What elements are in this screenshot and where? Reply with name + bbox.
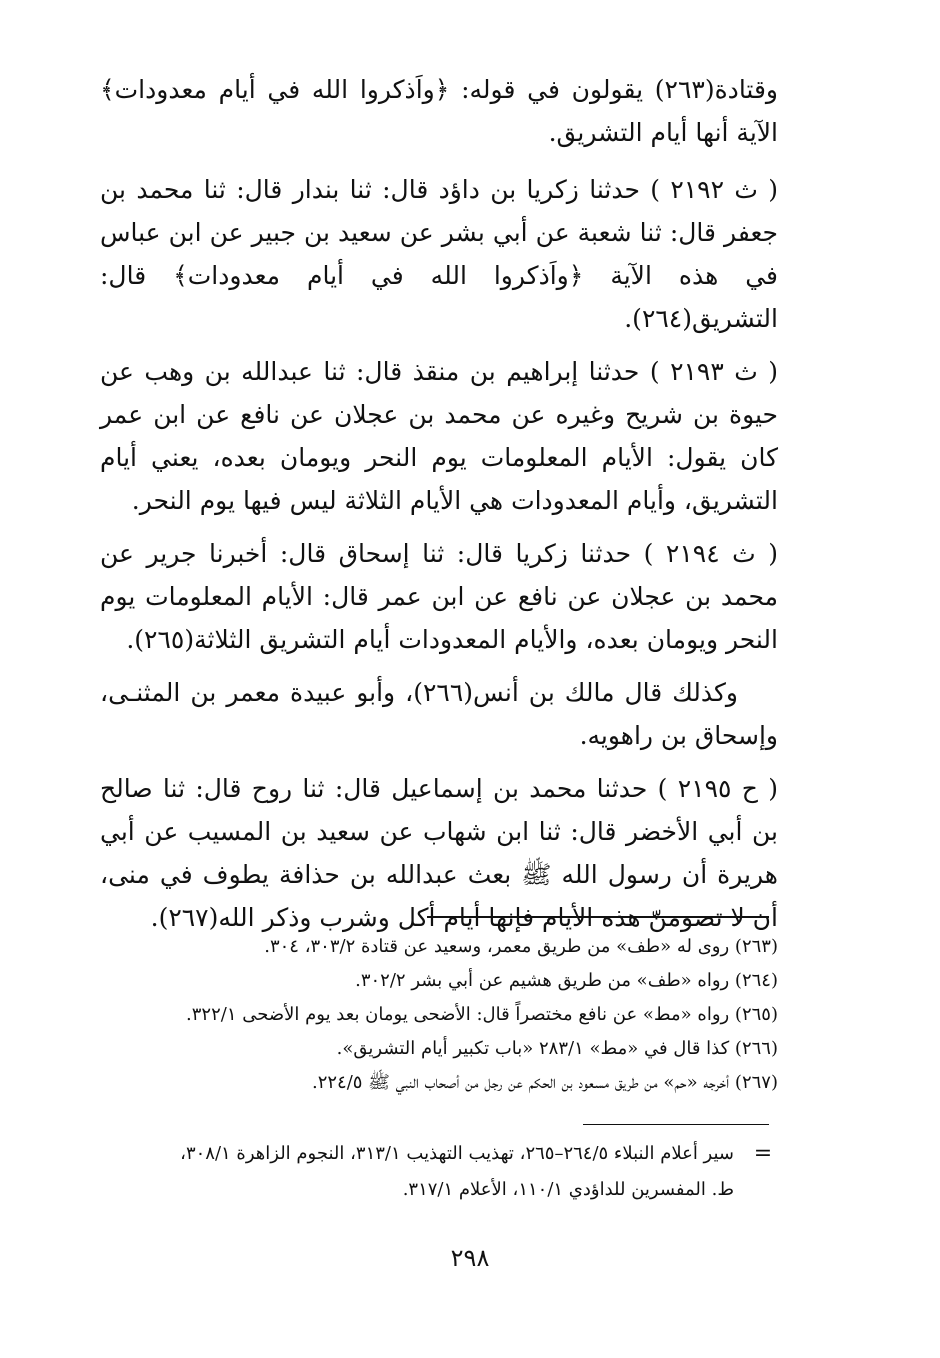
footnote-separator [427,916,769,918]
footnote-266: (٢٦٦) كذا قال في «مط» ٢٨٣/١ «باب تكبير أيام التشريق». [336,1038,778,1059]
main-body-text [100,68,778,949]
paragraph-athar-2192: ( ث ٢١٩٢ ) حدثنا زكريا بن داؤد قال: ثنا بندار قال: ثنا محمد بن جعفر قال: ثنا شعبة عن أبي بشر عن سعيد بن جبير عن ابن عباس في هذه الآية ﴿واَذكروا الله في أيام معدودات﴾ قال: التشريق(٢٦٤). [100,175,778,333]
footnotes-list [100,930,778,1100]
paragraph-athar-2194: ( ث ٢١٩٤ ) حدثنا زكريا قال: ثنا إسحاق قال: أخبرنا جرير عن محمد بن عجلان عن نافع عن ابن عمر قال: الأيام المعلومات يوم النحر ويومان بعده، والأيام المعدودات أيام التشريق الثلاثة(٢٦٥). [100,539,779,654]
paragraph-athar-2193: ( ث ٢١٩٣ ) حدثنا إبراهيم بن منقذ قال: ثنا عبدالله بن وهب عن حيوة بن شريح وغيره عن محمد بن عجلان عن نافع عن ابن عمر كان يقول: الأيام المعلومات يوم النحر ويومان بعده، يعني أيام التشريق، وأيام المعدودات هي الأيام الثلاثة ليس فيها يوم النحر. [100,357,778,515]
continuation-separator [583,1124,769,1125]
footnote-267: (٢٦٧) أخرجه «حم» من طريق مسعود بن الحكم عن رجل من أصحاب النبي ﷺ ٢٢٤/٥. [311,1072,778,1093]
footnote-263: (٢٦٣) روى له «طف» من طريق معمر، وسعيد عن قتادة ٣٠٣/٢، ٣٠٤. [264,936,778,957]
paragraph-hadith-2195: ( ح ٢١٩٥ ) حدثنا محمد بن إسماعيل قال: ثنا روح قال: ثنا صالح بن أبي الأخضر قال: ثنا ابن شهاب عن سعيد بن المسيب عن أبي هريرة أن رسول الله ﷺ بعث عبدالله بن حذافة يطوف في منى، أن لا تصومنّ هذه الأيام فإنها أيام أكل وشرب وذكر الله(٢٦٧). [100,774,778,932]
continuation-mark: = [753,1141,773,1166]
footnote-265: (٢٦٥) رواه «مط» عن نافع مختصراً قال: الأضحى يومان بعد يوم الأضحى ٣٢٢/١. [186,1004,778,1025]
paragraph-scholars: وكذلك قال مالك بن أنس(٢٦٦)، وأبو عبيدة معمر بن المثنـى، وإسحاق بن راهويه. [100,678,778,750]
continuation-line-2: ط. المفسرين للداؤدي ١١٠/١، الأعلام ٣١٧/١. [402,1179,734,1200]
footnote-continuation [100,1136,778,1208]
paragraph-intro: وقتادة(٢٦٣) يقولون في قوله: ﴿واَذكروا الله في أيام معدودات﴾ الآية أنها أيام التشريق. [100,75,778,147]
page-number: ٢٩٨ [450,1244,490,1272]
continuation-line-1: سير أعلام النبلاء ٢٦٤/٥–٢٦٥، تهذيب التهذيب ٣١٣/١، النجوم الزاهرة ٣٠٨/١، [180,1143,734,1164]
footnote-264: (٢٦٤) رواه «طف» من طريق هشيم عن أبي بشر ٣٠٢/٢. [355,970,778,991]
